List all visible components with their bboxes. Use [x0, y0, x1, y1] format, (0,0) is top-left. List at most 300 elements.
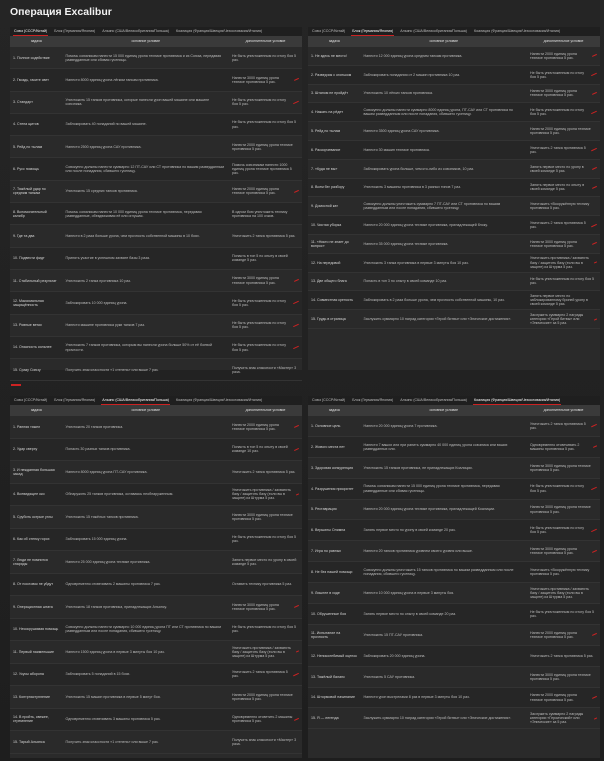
cell-main-text: Нанести урон выстрелами 8 раз в первые 3 минуты боя 10 раз. [363, 695, 470, 700]
cell-main [63, 461, 229, 483]
cell-extra-text: Нанести 3000 единиц урона технике противника 5 раз. [529, 239, 577, 248]
cell-main-text: Уничтожить 15 машин противника в первые 5 минут боя. [65, 694, 161, 699]
cell-name [10, 641, 63, 663]
cell-main-text: Заблокировать 40 попаданий по вашей машине. [65, 122, 147, 127]
cell-extra-text: Нанести 2000 единиц урона технике противника 5 раз. [231, 187, 279, 196]
red-check-mark-icon [293, 672, 299, 676]
cell-name-text: 13. Контрнаступление [13, 694, 51, 699]
red-check-mark-icon [294, 448, 299, 451]
cell-main-text: Уничтожить 15 средних танков противника. [65, 189, 138, 194]
cell-main-text: Заблокировать 20 000 единиц урона. [363, 653, 426, 658]
tab-faction-2[interactable]: Альянс (США/Великобритания/Польша) [400, 28, 467, 33]
tab-faction-1[interactable]: Блок (Германия/Япония) [351, 27, 394, 36]
cell-main-text: Нанести 35 000 единиц урона технике противника. [363, 241, 449, 246]
red-check-mark-icon [294, 718, 299, 721]
cell-main-text: Получить знак классности «1 степень» или выше 7 раз. [65, 739, 159, 744]
cell-main-text: Нанести в 2 раза больше урона, чем прочность собственной машины в 10 боях. [65, 233, 200, 238]
cell-main-text: Нанести 20 000 единиц урона 7 противника. [363, 423, 438, 428]
table-row [10, 529, 302, 552]
cell-name [10, 664, 63, 686]
table-row [308, 273, 600, 292]
table-row [308, 583, 600, 604]
cell-name [10, 203, 63, 224]
table-row [10, 709, 302, 732]
header-main: основное условие [429, 39, 459, 44]
cell-name [10, 551, 63, 573]
tab-faction-1[interactable]: Блок (Германия/Япония) [54, 397, 96, 402]
cell-name-text: 10. Несокрушимая помощь [13, 627, 59, 632]
cell-extra-text: Помочь союзникам нанести 1000 единиц урона технике противника 5 раз. [231, 162, 292, 176]
cell-name [308, 541, 361, 561]
cell-extra [527, 500, 600, 520]
cell-main-text: Принять участие в успешном захвате базы 3 раза. [65, 256, 151, 261]
cell-name [10, 506, 63, 528]
cell-name [308, 437, 361, 457]
cell-main-text: Нанести машине противника руки танков 7 раз. [65, 323, 146, 328]
red-check-mark-icon [591, 111, 597, 114]
cell-name-text: 3. Стандарт [13, 100, 33, 105]
cell-main-text: Заблокировать 10 000 единиц урона. [65, 300, 128, 305]
cell-name-text: 2. Гвоздь, гасите свет [13, 77, 49, 82]
cell-extra-text: Заслужить суммарно 2 награды категории «Герой битвы» или «Эпические» за 5 раз. [529, 312, 584, 326]
cell-main [63, 686, 229, 708]
cell-main [63, 181, 229, 202]
faction-tabs [10, 27, 302, 37]
cell-main-text: Уничтожить 18 танков противника, принадлежащих Альянсу. [65, 604, 167, 609]
cell-main-text: Совокупно должны нанести суммарно 10 000 единиц урона ПТ или СТ противника по вашим разведданным или после попадания, сбившего гусеницу. [65, 625, 221, 634]
cell-extra [527, 235, 600, 253]
cell-main-text: Одновременно отсвечивать 2 машины противника 7 раз. [65, 582, 161, 587]
cell-name-text: 15. Я — легенда [311, 716, 339, 721]
cell-extra [229, 731, 302, 753]
cell-extra [229, 574, 302, 596]
cell-extra-text: Уничтожить 2 танка противника 5 раз. [529, 421, 586, 430]
table-row [10, 136, 302, 158]
cell-name [10, 315, 63, 336]
red-check-mark-icon [591, 529, 597, 532]
cell-extra [527, 688, 600, 708]
red-check-mark-icon [294, 190, 299, 193]
cell-main-text: Помочь союзникам нанести 15 000 единиц урона технике противника и из Союза, передавая разведданные или сбивая гусеницы. [65, 53, 222, 62]
header-task: задача [30, 39, 42, 44]
cell-extra-text: Уничтожить 2 танка противника 5 раз. [231, 469, 296, 474]
cell-name-text: 10. Чистая уборка [311, 223, 342, 227]
red-check-mark-icon [294, 425, 299, 428]
cell-main [361, 416, 527, 436]
cell-name-text: 12. Укусы аборона [13, 672, 44, 677]
cell-extra [229, 248, 302, 269]
tab-faction-2[interactable]: Альянс (США/Великобритания/Польша) [102, 28, 169, 33]
red-check-mark-icon [592, 54, 597, 57]
cell-main [63, 158, 229, 179]
cell-name-text: 2. Удар сверху [13, 447, 38, 452]
cell-main-text: Заблокировать 5 попаданий в 15 боях. [65, 672, 131, 677]
table-row [308, 66, 600, 85]
cell-main-text: Занять первое место по опыту в своей команде 20 раз. [363, 611, 457, 616]
cell-main-text: Нанести 25 000 единиц урона технике противника. [65, 559, 151, 564]
cell-name-text: 7. Тяжёлый удар по средним танкам [13, 187, 46, 196]
table-row [308, 688, 600, 709]
cell-main [63, 731, 229, 753]
cell-name-text: 12. Максимальная защищённость [13, 298, 44, 307]
table-row [10, 337, 302, 359]
cell-extra [229, 551, 302, 573]
cell-main-text: Уничтожить 7 танков противника, которым вы нанесли урона больше 50% от её боевой прочности. [65, 343, 212, 352]
cell-extra-text: Нанести 3000 единиц урона технике противника 5 раз. [529, 463, 591, 472]
table-row [10, 416, 302, 439]
cell-main-text: Заслужить суммарно 10 наград категории «Герой битвы» или «Эпические достижения». [363, 716, 512, 721]
cell-name-text: 14. В пройть, свежее, стремление [13, 715, 49, 724]
cell-name-text: 1. Не здесь не место! [311, 53, 347, 58]
cell-extra-text: Получить знак классности «Мастер» 3 раза. [231, 737, 297, 746]
cell-name [308, 66, 361, 84]
red-check-mark-icon [293, 324, 299, 327]
cell-name [10, 136, 63, 157]
cell-main-text: Уничтожить 5 САУ противника. [363, 674, 416, 679]
cell-extra-text: Нанести 2000 единиц урона технике противника 5 раз. [231, 422, 279, 431]
table-row [308, 310, 600, 329]
cell-name-text: 9. Лишнее в ходе [311, 591, 340, 595]
cell-extra [527, 85, 600, 103]
table-header [10, 406, 302, 416]
cell-main [361, 562, 527, 582]
cell-extra-text: Попасть в топ 5 по опыту в своей команде 10 раз. [231, 445, 288, 454]
cell-extra-text: В одном бою уничтожить технику противника на 100 очков. [231, 209, 288, 218]
cell-extra [527, 646, 600, 666]
tasks-table [10, 47, 302, 381]
cell-main-text: Уничтожить 15 танков противника, которые нанесли урон вашей машине или машине союзника. [65, 98, 210, 107]
cell-main-text: Уничтожить 10 лёгких танков противника. [363, 91, 433, 96]
tab-faction-3[interactable]: Коалиция (Франция/Швеция/Чехословакия/Италия) [473, 396, 561, 405]
red-check-mark-icon [592, 92, 597, 95]
red-check-mark-icon [593, 445, 597, 448]
cell-main [361, 141, 527, 159]
cell-extra-text: Занять первое место по опыту в своей команде 5 раз. [529, 183, 585, 192]
cell-main-text: Совокупно должны нанести суммарно 8000 единиц урона, ПТ-САУ или СТ противника по вашим разведданным или после попадания, сбившего гусеницу. [363, 108, 513, 117]
cell-name-text: 4. Стена щитов [13, 122, 39, 127]
red-check-mark-icon [591, 424, 597, 428]
cell-extra-text: Нанести 2000 единиц урона технике противника 5 раз. [529, 126, 591, 136]
cell-main [361, 47, 527, 65]
cell-main [63, 574, 229, 596]
cell-name [308, 197, 361, 215]
cell-main [361, 520, 527, 540]
cell-extra [527, 479, 600, 499]
cell-extra-text: Нанести 2000 единиц урона технике противника 5 раз. [529, 51, 577, 60]
cell-main-text: Нанести 8000 единиц урона лёгким танкам противника. [65, 77, 159, 82]
cell-extra [229, 461, 302, 483]
cell-extra-text: Попасть в топ 5 по опыту в своей команде 5 раз. [231, 254, 288, 263]
cell-main [63, 136, 229, 157]
cell-name-text: 1. Основное цель [311, 423, 341, 428]
cell-main-text: Нанести 10 000 единиц урона в первые 3 минуты боя. [363, 591, 455, 595]
cell-main-text: Заблокировать урона больше, чем кто-либо из союзников, 10 раз. [363, 166, 475, 171]
table-row [10, 506, 302, 529]
table-row [10, 619, 302, 642]
cell-extra-text: Уничтожить 2 танка противника 5 раз. [529, 220, 586, 230]
tab-faction-2[interactable]: Альянс (США/Великобритания/Польша) [400, 397, 467, 402]
cell-main-text: Заблокировать 15 000 единиц урона. [65, 537, 128, 542]
table-row [10, 641, 302, 664]
tab-faction-0[interactable]: Союз (СССР/Китай) [14, 397, 48, 402]
cell-name [10, 292, 63, 313]
cell-name-text: 9. Где та два [13, 233, 35, 238]
cell-main-text: Уничтожить 15 ПТ-САУ противника. [363, 632, 424, 637]
cell-name-text: 11. Первый наименьшие [13, 649, 55, 654]
cell-main-text: Заблокировать попадания от 2 машин противника 10 раз. [363, 72, 461, 77]
cell-extra-text: Нанести 3000 единиц урона технике противника 5 раз. [231, 512, 293, 521]
cell-main [361, 310, 527, 328]
cell-name-text: 7. Игра по равных [311, 549, 342, 554]
cell-extra [527, 66, 600, 84]
cell-main [361, 103, 527, 121]
table-row [10, 574, 302, 597]
cell-name-text: 1. Ранняя тяжел [13, 424, 41, 429]
tasks-table [308, 416, 600, 729]
cell-main-text: Уничтожить 15 тяжёлых танков противника. [65, 514, 139, 519]
table-row [10, 225, 302, 247]
tab-faction-1[interactable]: Блок (Германия/Япония) [54, 28, 96, 33]
red-check-mark-icon [592, 167, 597, 170]
cell-extra-text: Уничтожить противника / захватить базу / защитить базу (если вы в защите) из Штурма 5 раз. [529, 586, 589, 600]
cell-extra [527, 520, 600, 540]
cell-extra-text: Одновременно отсвечивать 2 машины противника 5 раз. [529, 442, 580, 451]
header-extra: дополнительное условие [543, 39, 584, 44]
red-check-mark-icon [591, 73, 597, 76]
cell-extra-text: Не быть уничтоженным по итогу боя 5 раз. [231, 321, 287, 330]
cell-main [361, 583, 527, 603]
cell-extra-text: Нанести 3000 единиц урона технике противника 5 раз. [529, 89, 577, 98]
cell-name-text: 6. Раскорчевание [311, 147, 341, 152]
cell-extra-text: Одновременно отсветить 2 машины противника 5 раз. [231, 715, 293, 724]
cell-main-text: Нанести 3500 единиц урона САУ противника. [363, 129, 440, 134]
cell-name [308, 291, 361, 309]
tab-faction-1[interactable]: Блок (Германия/Япония) [352, 397, 394, 402]
cell-name-text: 3. Штапом не пройдёт [311, 91, 348, 96]
cell-main [63, 359, 229, 380]
cell-name-text: 12. На передовой [311, 260, 341, 265]
cell-name [10, 92, 63, 113]
faction-tabs [10, 396, 302, 406]
tasks-table [308, 47, 600, 329]
red-check-mark-icon [296, 651, 299, 653]
cell-main [361, 66, 527, 84]
cell-main-text: Уничтожить 3 танка противника в первые 3 минуты боя 10 раз. [363, 260, 469, 265]
decorative-red-mark [11, 384, 21, 386]
cell-name [10, 47, 63, 68]
cell-main [63, 315, 229, 336]
table-row [308, 479, 600, 500]
cell-main [361, 604, 527, 624]
cell-name-text: 15. Грудь в страница [311, 316, 346, 321]
cell-extra [229, 181, 302, 202]
cell-main-text: Уничтожить 3 машины противника в 3 разных типов 7 раз. [363, 185, 461, 190]
table-row [10, 461, 302, 484]
red-check-mark-icon [294, 279, 299, 282]
cell-name [308, 479, 361, 499]
cell-extra [527, 47, 600, 65]
cell-extra-text: Нанести 3000 единиц урона технике противника 5 раз. [231, 75, 279, 84]
red-check-mark-icon [293, 346, 299, 349]
cell-main [63, 551, 229, 573]
cell-name [308, 416, 361, 436]
cell-main [361, 479, 527, 499]
header-extra: дополнительное условие [543, 408, 584, 413]
cell-name-text: 13. Ровные ветки [13, 323, 42, 328]
table-row [308, 500, 600, 521]
cell-extra [229, 337, 302, 358]
cell-extra [229, 92, 302, 113]
red-check-mark-icon [592, 242, 597, 245]
cell-name-text: 8. Всем бег разбору [311, 185, 345, 190]
table-row [10, 439, 302, 462]
cell-name-text: 6. Как об стенку горох [13, 537, 50, 542]
cell-name-text: 5. Реставрация [311, 507, 337, 512]
cell-name-text: 14. Опасность сильнее [13, 345, 52, 350]
cell-main-text: Попасть в топ 3 по опыту в своей команде 10 раз. [363, 279, 448, 284]
cell-extra [229, 596, 302, 618]
panel-alliance [10, 396, 302, 758]
cell-name [308, 310, 361, 328]
cell-main-text: Занять первое место по урону в своей команде 20 раз. [363, 528, 456, 533]
cell-extra-text: Не быть уничтоженным по итогу боя 5 раз. [529, 609, 595, 618]
cell-main [63, 292, 229, 313]
cell-extra [527, 216, 600, 234]
cell-extra [229, 709, 302, 731]
cell-name-text: 2. Разведчик с огоньком [311, 72, 352, 77]
cell-name-text: 5. Срубить острые углы [13, 514, 53, 519]
cell-extra-text: Не быть уничтоженным по итогу боя 5 раз. [529, 484, 585, 493]
table-row [308, 235, 600, 254]
red-check-mark-icon [591, 487, 597, 490]
cell-extra-text: Не быть уничтоженным по итогу боя 5 раз. [529, 108, 585, 117]
cell-main [63, 225, 229, 246]
cell-name [10, 248, 63, 269]
red-check-mark-icon [591, 148, 597, 152]
cell-name [308, 216, 361, 234]
table-row [10, 551, 302, 574]
panel-bloc [308, 27, 600, 370]
cell-extra [527, 197, 600, 215]
cell-name [308, 520, 361, 540]
cell-extra [229, 225, 302, 246]
cell-name-text: 15. Тарый Альянса [13, 739, 45, 744]
header-extra: дополнительное условие [245, 39, 286, 44]
table-row [308, 103, 600, 122]
cell-extra [229, 47, 302, 68]
cell-main [361, 688, 527, 708]
cell-name-text: 6. Вершины Олимпа [311, 528, 346, 533]
cell-extra-text: Получить знак классности «Мастер» 3 раза. [231, 365, 297, 374]
cell-name [308, 604, 361, 624]
cell-name-text: 7. Люди не помнится снаряды [13, 557, 48, 566]
tab-faction-3[interactable]: Коалиция (Франция/Швеция/Чехословакия/Италия) [175, 397, 263, 402]
cell-extra-text: Уничтожить противника / захватить базу / защитить базу (если вы в защите) из Штурма 5 раз. [529, 256, 589, 269]
cell-extra [527, 458, 600, 478]
cell-main [361, 500, 527, 520]
cell-main [63, 709, 229, 731]
cell-name-text: 15. Сразу Союзу [13, 367, 41, 372]
cell-name [10, 709, 63, 731]
cell-extra [229, 315, 302, 336]
cell-main [63, 619, 229, 641]
cell-name [308, 688, 361, 708]
cell-name [10, 731, 63, 753]
cell-name [308, 562, 361, 582]
cell-extra [527, 437, 600, 457]
cell-extra [527, 179, 600, 197]
table-row [308, 562, 600, 583]
tab-faction-3[interactable]: Коалиция (Франция/Швеция/Чехословакия/Италия) [175, 28, 263, 33]
cell-main [361, 458, 527, 478]
cell-main [361, 273, 527, 291]
cell-name [10, 484, 63, 506]
cell-extra [527, 310, 600, 328]
cell-main-text: Совокупно должны уничтожить суммарно 7 ПТ-САУ или СТ противника по вашим разведданным или после попадания, сбившего гусеницу. [363, 202, 501, 211]
red-check-mark-icon [294, 605, 299, 608]
table-row [308, 604, 600, 625]
tab-faction-0[interactable]: Союз (СССР/Китай) [312, 28, 346, 33]
table-row [10, 292, 302, 314]
cell-name [10, 114, 63, 135]
tab-faction-0[interactable]: Союз (СССР/Китай) [13, 27, 48, 36]
cell-extra [527, 254, 600, 272]
table-row [308, 254, 600, 273]
faction-tabs [308, 396, 600, 406]
cell-name [10, 359, 63, 380]
cell-extra-text: Занять первое место по урону в своей команде 5 раз. [231, 557, 297, 566]
cell-main [361, 708, 527, 728]
cell-name [10, 225, 63, 246]
cell-name [10, 461, 63, 483]
cell-extra-text: Уничтожить 2 танка противника 5 раз. [231, 233, 296, 238]
cell-name [308, 254, 361, 272]
cell-main-text: Заслужить суммарно 10 наград категории «Герой битвы» или «Эпические достижения». [363, 316, 512, 321]
cell-extra [229, 484, 302, 506]
cell-extra [527, 103, 600, 121]
cell-main-text: Совокупно должны уничтожить 15 танков противника по вашим разведданным или после попадания, сбившего гусеницу. [363, 568, 514, 577]
tab-faction-0[interactable]: Союз (СССР/Китай) [312, 397, 346, 402]
tab-faction-2[interactable]: Альянс (США/Великобритания/Польша) [101, 396, 170, 405]
cell-name-text: 12. Непоколебимый оценок [311, 653, 357, 658]
cell-extra-text: Нанести 3000 единиц урона технике противника 5 раз. [529, 505, 591, 514]
cell-extra [229, 292, 302, 313]
cell-extra [527, 562, 600, 582]
cell-extra [527, 604, 600, 624]
cell-name [308, 667, 361, 687]
table-row [10, 686, 302, 709]
cell-main-text: Помочь союзникам нанести 15 000 единиц урона технике противника, передавая разведданные или сбивая гусеницы. [363, 484, 500, 493]
cell-main [361, 179, 527, 197]
table-row [10, 203, 302, 225]
cell-name-text: 6. Русс помощь [13, 167, 39, 172]
faction-tabs [308, 27, 600, 37]
cell-main [361, 85, 527, 103]
cell-main-text: Уничтожить 15 танков противника, не принадлежащих Коалиции. [363, 465, 473, 470]
red-check-mark-icon [592, 550, 597, 553]
cell-extra-text: Не быть уничтоженным по итогу боя 5 раз. [231, 53, 297, 62]
tab-faction-3[interactable]: Коалиция (Франция/Швеция/Чехословакия/Италия) [473, 28, 561, 33]
cell-extra-text: Заслужить суммарно 2 награды категории «Героический» или «Эпические» за 5 раз. [529, 712, 584, 725]
cell-main [361, 646, 527, 666]
cell-extra [229, 686, 302, 708]
cell-extra-text: Не быть уничтоженным по итогу боя 5 раз. [529, 526, 585, 535]
table-row [10, 92, 302, 114]
cell-name-text: 14. Штормовой начинание [311, 695, 355, 700]
cell-name-text: 5. Рейд по тылам [311, 129, 341, 134]
table-header [308, 37, 600, 47]
cell-main [361, 235, 527, 253]
